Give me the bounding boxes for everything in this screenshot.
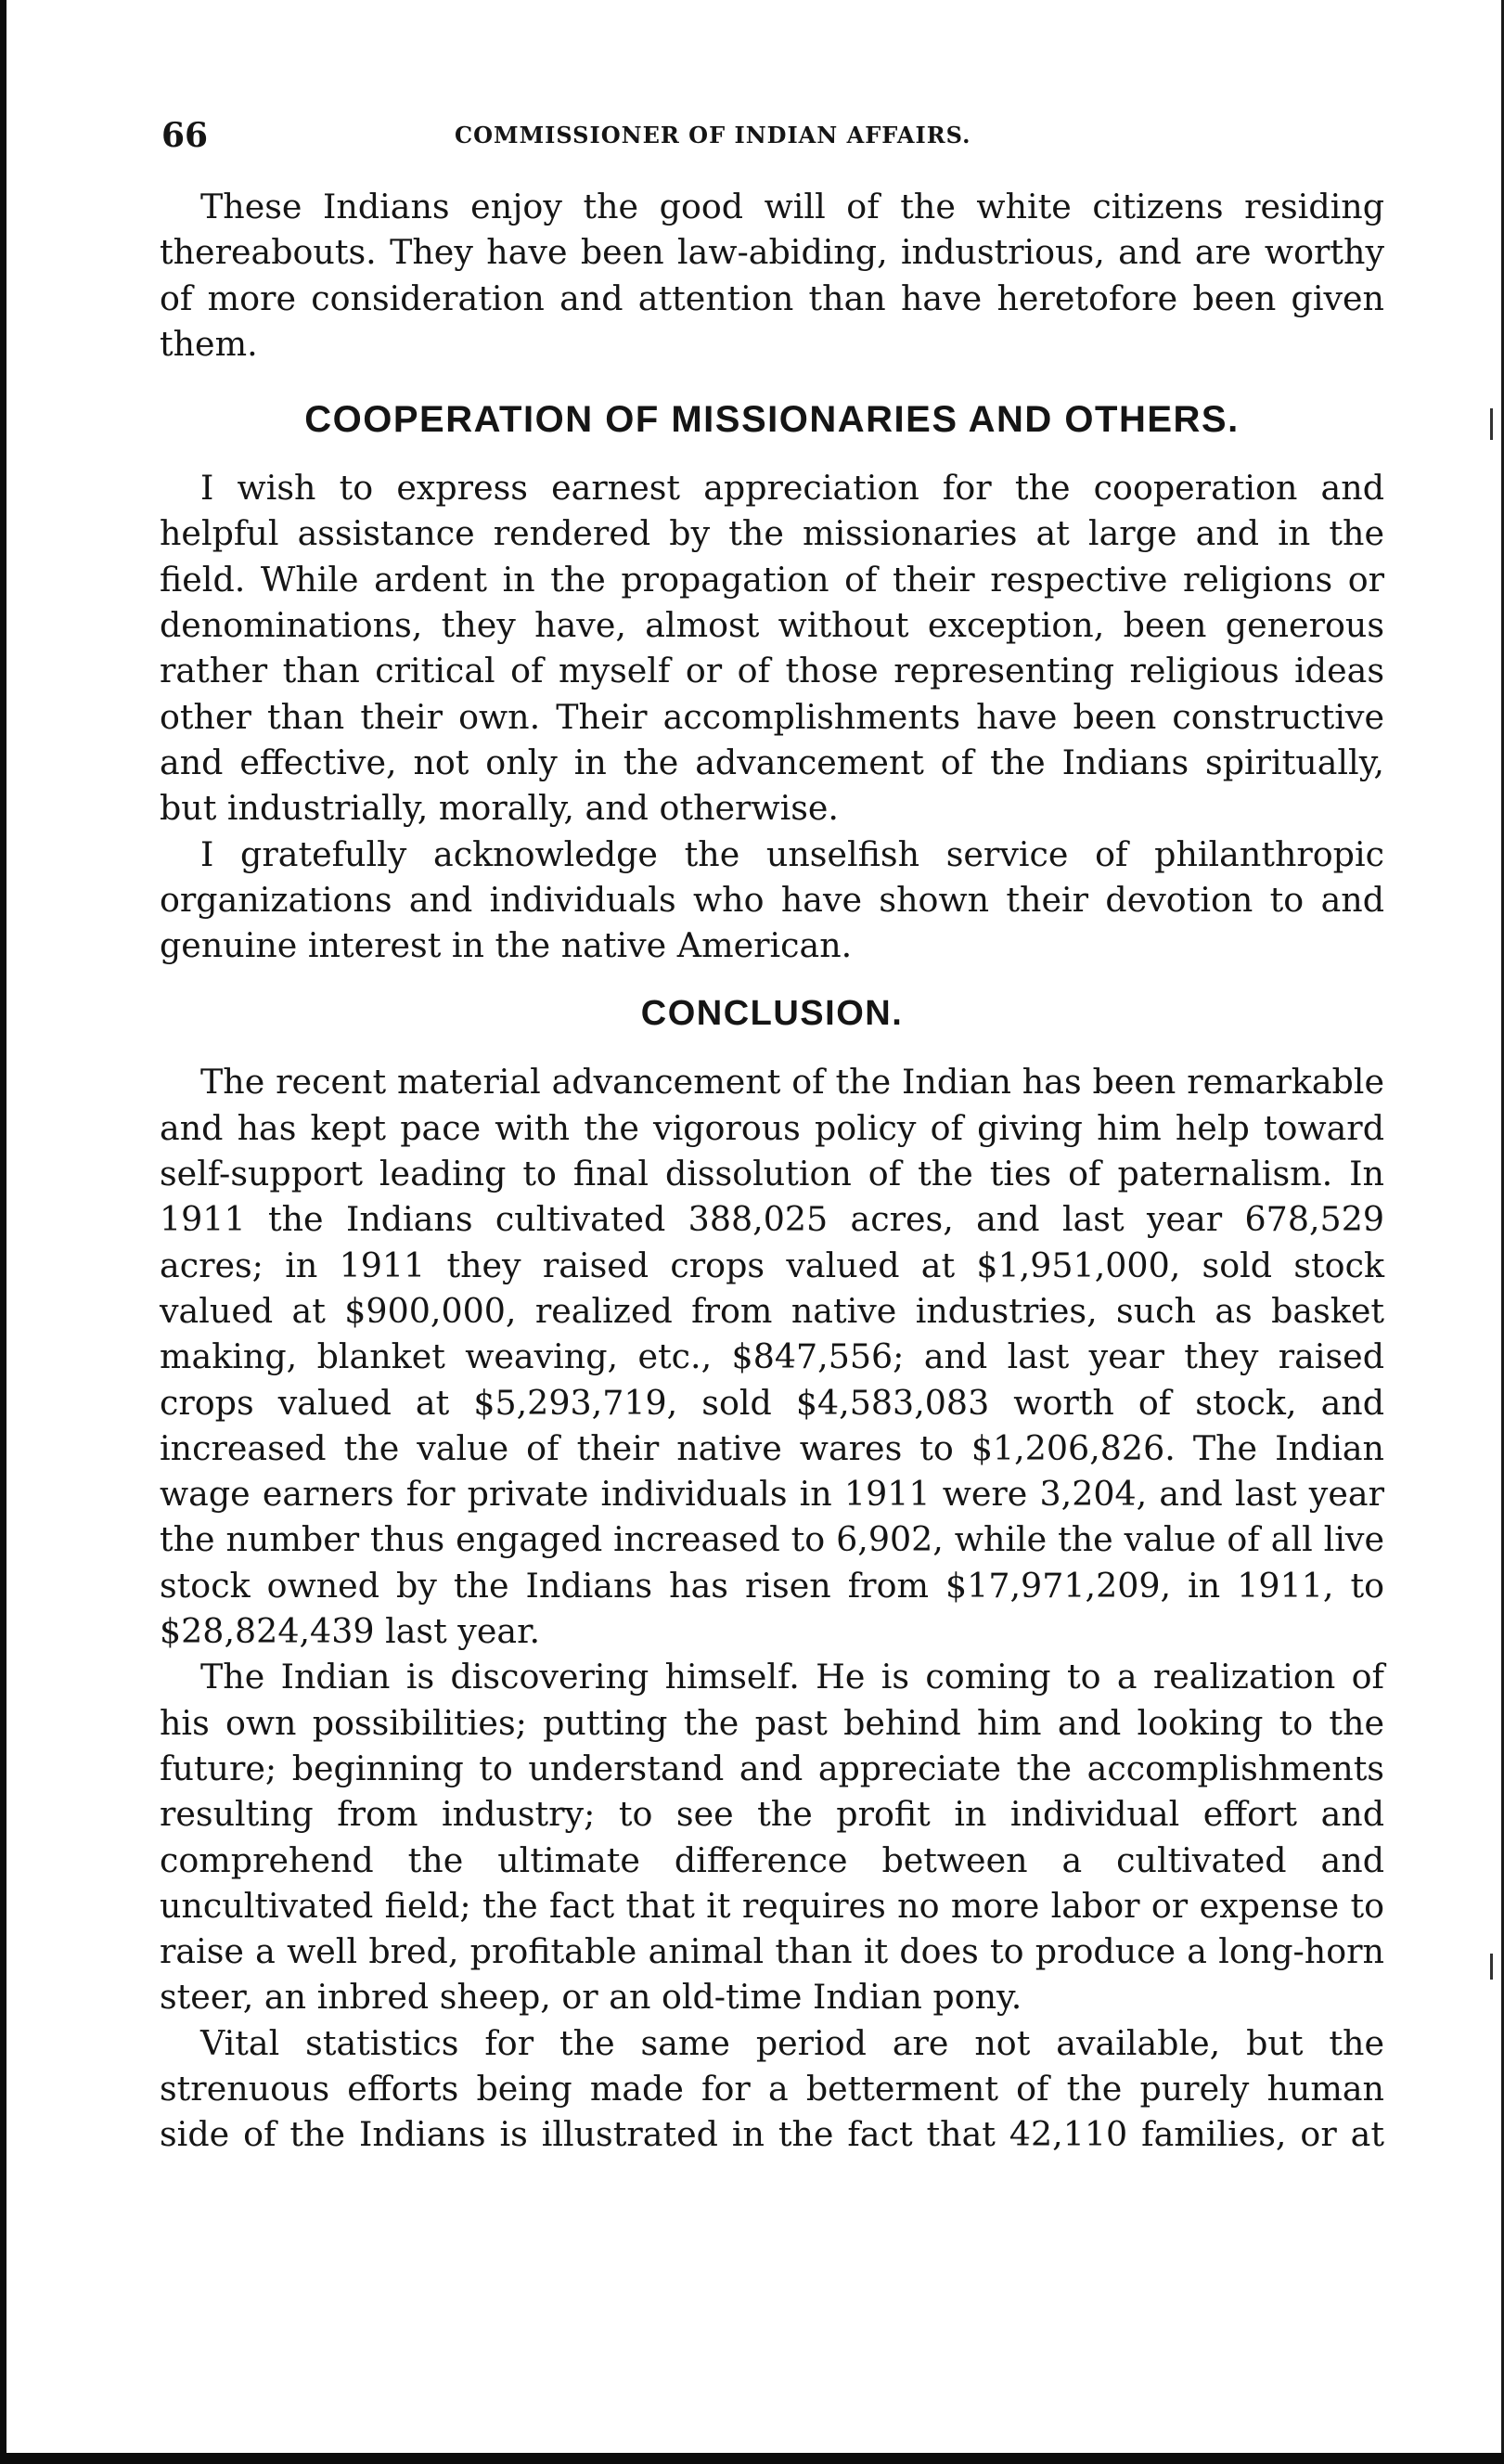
cooperation-paragraph-2: I gratefully acknowledge the unselfish service of philanthropic organizations and individuals who have shown their devotion to and genuine interest in the native American. — [160, 833, 1384, 966]
document-page — [160, 110, 1384, 2158]
margin-mark-bottom — [1490, 1954, 1493, 1980]
running-head: COMMISSIONER OF INDIAN AFFAIRS. — [455, 122, 971, 148]
margin-mark-top — [1490, 408, 1493, 440]
cooperation-paragraph-1: I wish to express earnest appreciation for the cooperation and helpful assistance rendered by the missionaries at large and in the field. While ardent in the propagation of their respective religions or denominations, they have, almost without exception, been generous rather than critical of myself or of those representing religious ideas other than their own. Their accomplishments have been constructive and effective, not only in the advancement of the Indians spiritually, but industrially, morally, and otherwise. — [160, 468, 1384, 829]
conclusion-paragraph-3: Vital statistics for the same period are not available, but the strenuous efforts being made for a betterment of the purely human side of the Indians is illustrated in the fact that 42,110 families, or at — [160, 2022, 1384, 2155]
conclusion-paragraph-2: The Indian is discovering himself. He is coming to a realization of his own possibilities; putting the past behind him and looking to the future; beginning to understand and appreciate the accomplishments resulting from industry; to see the profit in individual effort and comprehend the ultimate difference between a cultivated and uncultivated field; the fact that it requires no more labor or expense to raise a well bred, profitable animal than it does to produce a long-horn steer, an inbred sheep, or an old-time Indian pony. — [160, 1657, 1384, 2018]
conclusion-paragraph-1: The recent material advancement of the Indian has been remarkable and has kept pace with the vigorous policy of giving him help toward self-support leading to final dissolution of the ties of paternalism. In 1911 the Indians cultivated 388,025 acres, and last year 678,529 acres; in 1911 they raised crops valued at $1,951,000, sold stock valued at $900,000, realized from native industries, such as basket making, blanket weaving, etc., $847,556; and last year they raised crops valued at $5,293,719, sold $4,583,083 worth of stock, and increased the value of their native wares to $1,206,826. The Indian wage earners for private individuals in 1911 were 3,204, and last year the number thus engaged increased to 6,902, while the value of all live stock owned by the Indians has risen from $17,971,209, in 1911, to $28,824,439 last year. — [160, 1062, 1384, 1652]
scan-border-left — [0, 0, 6, 2464]
intro-paragraph: These Indians enjoy the good will of the white citizens residing thereabouts. They have been law-abiding, industrious, and are worthy of more consideration and attention than have heretofore been given them. — [160, 187, 1384, 364]
page-header — [160, 110, 1384, 161]
page-number: 66 — [161, 116, 209, 155]
section-heading-cooperation: COOPERATION OF MISSIONARIES AND OTHERS. — [304, 399, 1240, 441]
scan-border-bottom — [0, 2453, 1504, 2464]
section-heading-conclusion: CONCLUSION. — [640, 994, 904, 1034]
